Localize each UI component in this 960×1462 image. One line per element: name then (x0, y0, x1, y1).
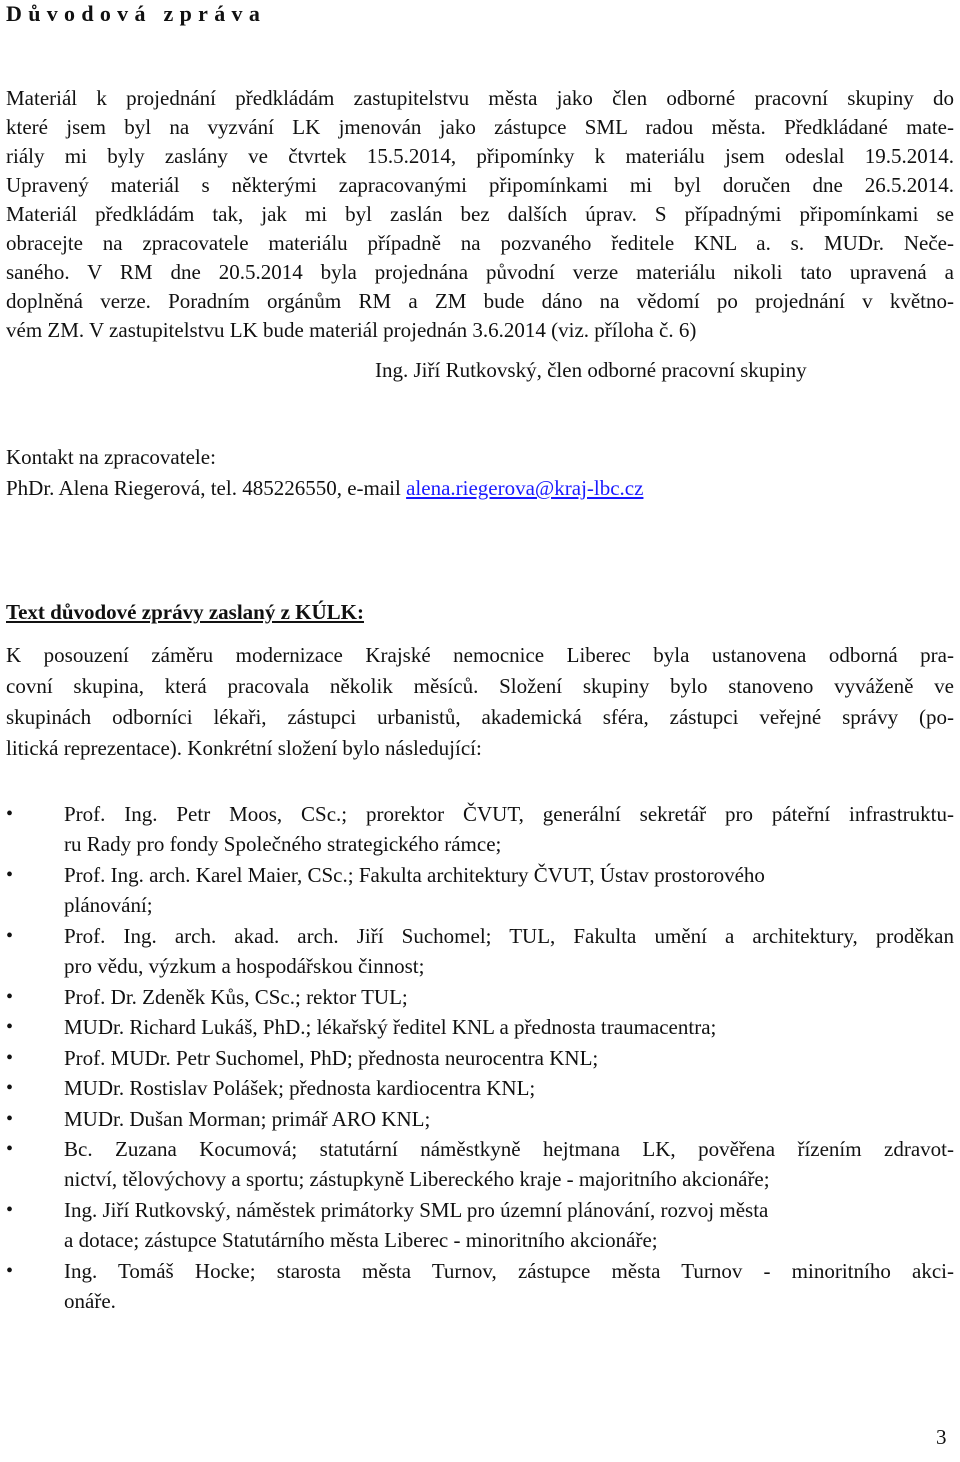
section-heading: Text důvodové zprávy zaslaný z KÚLK: (6, 600, 364, 624)
section-line: skupinách odborníci lékaři, zástupci urbanistů, akademická sféra, zástupci veřejné správy (po- (6, 705, 954, 729)
list-item: Prof. Ing. arch. Karel Maier, CSc.; Fakulta architektury ČVUT, Ústav prostorového (64, 863, 765, 887)
contact-line (6, 474, 643, 502)
list-item-continuation: ru Rady pro fondy Společného strategického rámce; (64, 832, 502, 856)
bullet-icon: • (6, 864, 14, 886)
list-item-continuation: plánování; (64, 893, 153, 917)
bullet-icon: • (6, 1047, 14, 1069)
intro-line: Materiál předkládám tak, jak mi byl zaslán bez dalších úprav. S případnými připomínkami se (6, 202, 954, 226)
document-title: Důvodová zpráva (6, 1, 267, 26)
list-item: MUDr. Dušan Morman; primář ARO KNL; (64, 1107, 431, 1131)
bullet-icon: • (6, 1138, 14, 1160)
bullet-icon: • (6, 1199, 14, 1221)
intro-line: které jsem byl na vyzvání LK jmenován jako zástupce SML radou města. Předkládané mate- (6, 115, 954, 139)
list-item: MUDr. Rostislav Polášek; přednosta kardiocentra KNL; (64, 1076, 536, 1100)
list-item: Prof. Ing. arch. akad. arch. Jiří Suchomel; TUL, Fakulta umění a architektury, proděkan (64, 924, 954, 948)
bullet-icon: • (6, 1016, 14, 1038)
bullet-icon: • (6, 1077, 14, 1099)
bullet-icon: • (6, 925, 14, 947)
list-item-continuation: pro vědu, výzkum a hospodářskou činnost; (64, 954, 425, 978)
list-item: Prof. Dr. Zdeněk Kůs, CSc.; rektor TUL; (64, 985, 408, 1009)
signature: Ing. Jiří Rutkovský, člen odborné pracovní skupiny (375, 358, 807, 382)
page-number: 3 (936, 1425, 947, 1449)
contact-label: Kontakt na zpracovatele: (6, 445, 216, 469)
email-link[interactable]: alena.riegerova@kraj-lbc.cz (406, 476, 644, 500)
list-item: Prof. Ing. Petr Moos, CSc.; prorektor ČVUT, generální sekretář pro páteřní infrastruktu- (64, 802, 954, 826)
list-item-continuation: nictví, tělovýchovy a sportu; zástupkyně Libereckého kraje - majoritního akcionáře; (64, 1167, 770, 1191)
intro-line: obracejte na zpracovatele materiálu případně na pozvaného ředitele KNL a. s. MUDr. Neče- (6, 231, 954, 255)
bullet-icon: • (6, 1108, 14, 1130)
contact-person: PhDr. Alena Riegerová, tel. 485226550, e-mail (6, 476, 407, 500)
intro-line: saného. V RM dne 20.5.2014 byla projednána původní verze materiálu nikoli tato upravená a (6, 260, 954, 284)
list-item-continuation: onáře. (64, 1289, 116, 1313)
list-item: MUDr. Richard Lukáš, PhD.; lékařský ředitel KNL a přednosta traumacentra; (64, 1015, 717, 1039)
list-item: Ing. Jiří Rutkovský, náměstek primátorky SML pro územní plánování, rozvoj města (64, 1198, 769, 1222)
bullet-icon: • (6, 986, 14, 1008)
section-line: K posouzení záměru modernizace Krajské nemocnice Liberec byla ustanovena odborná pra- (6, 643, 954, 667)
intro-line: Upravený materiál s některými zapracovanými připomínkami mi byl doručen dne 26.5.2014. (6, 173, 954, 197)
list-item: Ing. Tomáš Hocke; starosta města Turnov, zástupce města Turnov - minoritního akci- (64, 1259, 954, 1283)
bullet-icon: • (6, 803, 14, 825)
list-item: Prof. MUDr. Petr Suchomel, PhD; přednosta neurocentra KNL; (64, 1046, 599, 1070)
bullet-icon: • (6, 1260, 14, 1282)
intro-line: doplněná verze. Poradním orgánům RM a ZM bude dáno na vědomí po projednání v květno- (6, 289, 954, 313)
list-item-continuation: a dotace; zástupce Statutárního města Liberec - minoritního akcionáře; (64, 1228, 658, 1252)
section-line: covní skupina, která pracovala několik měsíců. Složení skupiny bylo stanoveno vyváženě ve (6, 674, 954, 698)
intro-line: Materiál k projednání předkládám zastupitelstvu města jako člen odborné pracovní skupiny do (6, 86, 954, 110)
intro-line: vém ZM. V zastupitelstvu LK bude materiál projednán 3.6.2014 (viz. příloha č. 6) (6, 318, 697, 342)
intro-line: riály mi byly zaslány ve čtvrtek 15.5.2014, připomínky k materiálu jsem odeslal 19.5.2014. (6, 144, 954, 168)
list-item: Bc. Zuzana Kocumová; statutární náměstkyně hejtmana LK, pověřena řízením zdravot- (64, 1137, 954, 1161)
section-line: litická reprezentace). Konkrétní složení bylo následující: (6, 736, 482, 760)
